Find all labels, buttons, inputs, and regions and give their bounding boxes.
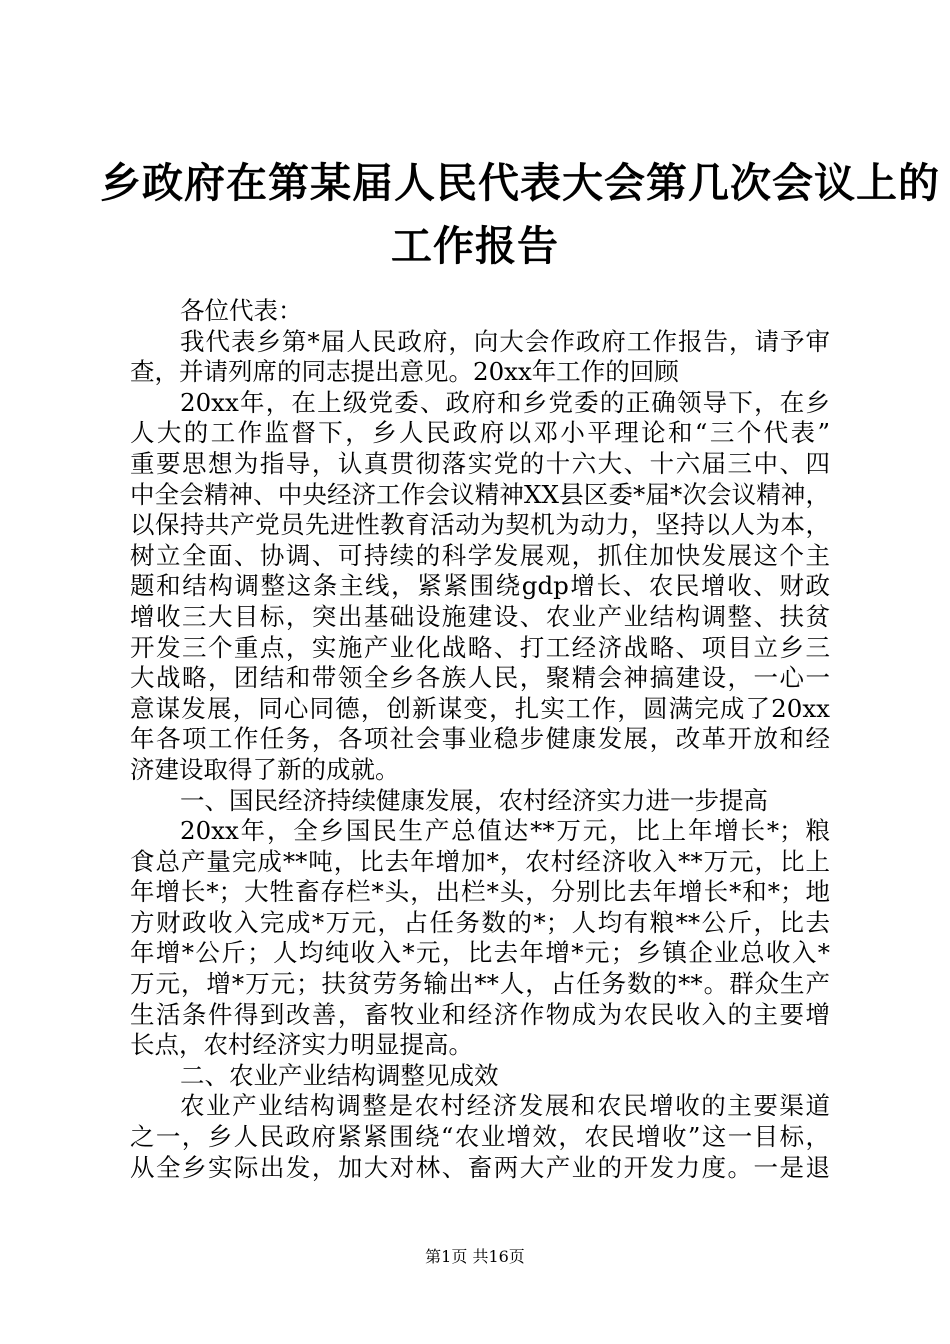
body-text-line: 二、农业产业结构调整见成效: [180, 1060, 499, 1090]
body-text-line: 大战略，团结和带领全乡各族人民，聚精会神搞建设，一心一: [130, 663, 830, 693]
body-text-line: 以保持共产党员先进性教育活动为契机为动力，坚持以人为本，: [130, 510, 830, 540]
body-text-line: 济建设取得了新的成就。: [130, 754, 400, 784]
document-title-line-1: 乡政府在第某届人民代表大会第几次会议上的: [100, 159, 940, 207]
document-body: [130, 296, 830, 1183]
body-text-line: 生活条件得到改善，畜牧业和经济作物成为农民收入的主要增: [130, 999, 830, 1029]
body-text-line: 我代表乡第*届人民政府，向大会作政府工作报告，请予审: [180, 326, 830, 356]
body-text-line: 开发三个重点，实施产业化战略、打工经济战略、项目立乡三: [130, 632, 830, 662]
body-text-line: 万元，增*万元；扶贫劳务输出**人，占任务数的**。群众生产: [130, 969, 830, 999]
body-text-line: 农业产业结构调整是农村经济发展和农民增收的主要渠道: [180, 1091, 830, 1121]
body-text-line: 年增*公斤；人均纯收入*元，比去年增*元；乡镇企业总收入*: [130, 938, 830, 968]
page-footer: 第1页 共16页: [425, 1247, 525, 1266]
body-text-line: 树立全面、协调、可持续的科学发展观，抓住加快发展这个主: [130, 540, 830, 570]
body-text-line: 20xx年，全乡国民生产总值达**万元，比上年增长*；粮: [180, 816, 830, 846]
body-text-line: 中全会精神、中央经济工作会议精神XX县区委*届*次会议精神，: [130, 479, 830, 509]
body-text-line: 查，并请列席的同志提出意见。20xx年工作的回顾: [130, 357, 679, 387]
body-text-line: 年增长*；大牲畜存栏*头，出栏*头，分别比去年增长*和*；地: [130, 877, 830, 907]
body-text-line: 人大的工作监督下，乡人民政府以邓小平理论和“三个代表”: [130, 418, 830, 448]
body-text-line: 意谋发展，同心同德，创新谋变，扎实工作，圆满完成了20xx: [130, 693, 830, 723]
document-title-line-2: 工作报告: [391, 222, 559, 270]
body-text-line: 20xx年，在上级党委、政府和乡党委的正确领导下，在乡: [180, 387, 830, 417]
body-text-line: 增收三大目标，突出基础设施建设、农业产业结构调整、扶贫: [130, 601, 830, 631]
body-text-line: 长点，农村经济实力明显提高。: [130, 1030, 473, 1060]
body-text-line: 方财政收入完成*万元，占任务数的*；人均有粮**公斤，比去: [130, 907, 830, 937]
body-text-line: 一、国民经济持续健康发展，农村经济实力进一步提高: [180, 785, 768, 815]
body-text-line: 重要思想为指导，认真贯彻落实党的十六大、十六届三中、四: [130, 448, 830, 478]
body-text-line: 题和结构调整这条主线，紧紧围绕gdp增长、农民增收、财政: [130, 571, 830, 601]
body-text-line: 从全乡实际出发，加大对林、畜两大产业的开发力度。一是退: [130, 1152, 830, 1182]
body-text-line: 各位代表：: [180, 296, 303, 325]
body-text-line: 年各项工作任务，各项社会事业稳步健康发展，改革开放和经: [130, 724, 830, 754]
body-text-line: 食总产量完成**吨，比去年增加*，农村经济收入**万元，比上: [130, 846, 830, 876]
body-text-line: 之一，乡人民政府紧紧围绕“农业增效，农民增收”这一目标，: [130, 1122, 830, 1152]
